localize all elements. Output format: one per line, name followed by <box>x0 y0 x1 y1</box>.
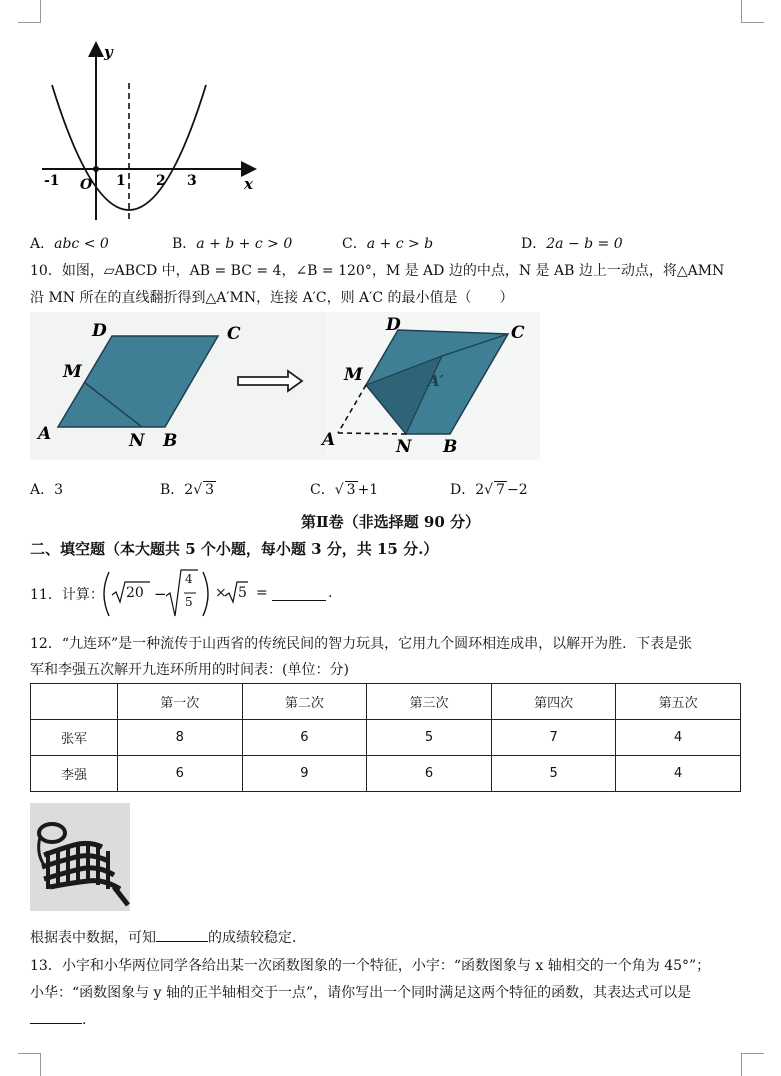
table-header-cell: 第二次 <box>242 684 367 720</box>
q11-equals: = <box>256 585 268 601</box>
q10-options <box>30 479 750 499</box>
q9-option-d: D．2a − b = 0 <box>521 236 623 252</box>
q10-option-c: C．√ 3 +1 <box>310 482 379 498</box>
label-d-left: D <box>92 321 107 341</box>
q11-prefix: 11．计算： <box>30 587 104 603</box>
label-m-right: M <box>344 365 363 385</box>
tick-2: 2 <box>156 173 166 189</box>
q12-answer-line <box>30 927 306 947</box>
q10-figure <box>30 312 540 462</box>
label-b-right: B <box>443 437 458 457</box>
tick-neg1: -1 <box>44 173 60 189</box>
q12-answer-blank[interactable] <box>156 927 208 942</box>
corner-mark-top-right <box>741 0 764 23</box>
table-cell: 5 <box>367 720 492 756</box>
q11-expression <box>30 568 430 620</box>
corner-mark-bottom-left <box>18 1053 41 1076</box>
table-header-cell <box>31 684 118 720</box>
label-c-left: C <box>227 324 241 344</box>
label-a-prime: A′ <box>428 372 444 390</box>
q10-line1: 10．如图，▱ABCD 中，AB = BC = 4，∠B = 120°，M 是 AD 边的中点，N 是 AB 边上一动点，将△AMN <box>30 263 725 279</box>
q11-answer-blank[interactable] <box>272 600 326 601</box>
minus-sign: − <box>154 585 167 603</box>
label-d-right: D <box>386 315 401 335</box>
label-m-left: M <box>63 362 82 382</box>
q11-radicand-5: 5 <box>238 585 247 601</box>
corner-mark-top-left <box>18 0 41 23</box>
left-paren <box>104 572 109 616</box>
q10-option-d: D．2√ 7 −2 <box>450 482 528 498</box>
tick-1: 1 <box>116 173 126 189</box>
rings-vertical <box>48 845 108 889</box>
table-cell: 6 <box>118 756 243 792</box>
q10-line2: 沿 MN 所在的直线翻折得到△A′MN，连接 A′C，则 A′C 的最小值是（ ） <box>30 290 514 306</box>
table-cell: 6 <box>242 720 367 756</box>
table-cell: 4 <box>616 756 741 792</box>
table-cell: 4 <box>616 720 741 756</box>
table-cell: 9 <box>242 756 367 792</box>
q11-times: × <box>215 585 227 601</box>
nine-linked-rings-photo <box>30 803 130 911</box>
q11-numerator: 4 <box>185 572 193 586</box>
q13-line2: 小华：“函数图象与 y 轴的正半轴相交于一点”，请你写出一个同时满足这两个特征的函数，其表达式可以是 <box>30 985 692 1001</box>
tick-3: 3 <box>187 173 197 189</box>
parabola-graph <box>30 35 270 230</box>
q12-line2: 军和李强五次解开九连环所用的时间表：(单位：分) <box>30 662 349 678</box>
label-n-left: N <box>129 431 145 451</box>
x-axis-label: x <box>244 175 253 193</box>
table-cell: 6 <box>367 756 492 792</box>
q12-line1: 12．“九连环”是一种流传于山西省的传统民间的智力玩具，它用九个圆环相连成串，以解开为胜．下表是张 <box>30 636 693 652</box>
table-row <box>31 720 741 756</box>
y-axis-label: y <box>104 43 113 61</box>
tick-origin: O <box>80 177 93 193</box>
label-a-right: A <box>322 430 336 450</box>
q13-period: . <box>82 1012 87 1028</box>
table-header-cell: 第三次 <box>367 684 492 720</box>
origin-point <box>93 166 99 172</box>
q13-line3 <box>30 1009 86 1028</box>
table-cell: 5 <box>491 756 616 792</box>
label-n-right: N <box>396 437 412 457</box>
q9-option-a: A．abc < 0 <box>30 236 109 252</box>
q11-period: . <box>328 585 333 601</box>
table-row <box>31 756 741 792</box>
table-cell: 7 <box>491 720 616 756</box>
q9-option-b: B．a + b + c > 0 <box>172 236 293 252</box>
q10-option-b: B．2√ 3 <box>160 482 215 498</box>
q13-line1: 13．小宇和小华两位同学各给出某一次函数图象的一个特征，小宇：“函数图象与 x 轴相交的一个角为 45°”； <box>30 958 711 974</box>
section-title: 第Ⅱ卷（非选择题 90 分） <box>301 513 480 531</box>
label-c-right: C <box>511 323 525 343</box>
table-row-label: 李强 <box>31 756 118 792</box>
q13-answer-blank[interactable] <box>30 1009 82 1024</box>
label-b-left: B <box>163 431 178 451</box>
corner-mark-bottom-right <box>741 1053 764 1076</box>
q9-options <box>30 233 750 251</box>
label-a-left: A <box>38 424 52 444</box>
q12-answer-prefix: 根据表中数据，可知 <box>30 930 156 946</box>
right-paren <box>203 572 208 616</box>
q11-radicand-20: 20 <box>126 585 144 601</box>
time-table <box>30 683 741 792</box>
table-header-row <box>31 684 741 720</box>
section2-header: 二、填空题（本大题共 5 个小题，每小题 3 分，共 15 分.） <box>30 540 439 558</box>
table-row-label: 张军 <box>31 720 118 756</box>
table-header-cell: 第五次 <box>616 684 741 720</box>
table-cell: 8 <box>118 720 243 756</box>
q12-answer-suffix: 的成绩较稳定． <box>208 930 306 946</box>
table-header-cell: 第一次 <box>118 684 243 720</box>
table-header-cell: 第四次 <box>491 684 616 720</box>
q10-option-a: A．3 <box>30 482 64 498</box>
q9-option-c: C．a + c > b <box>342 236 434 252</box>
q11-denominator: 5 <box>185 595 193 609</box>
